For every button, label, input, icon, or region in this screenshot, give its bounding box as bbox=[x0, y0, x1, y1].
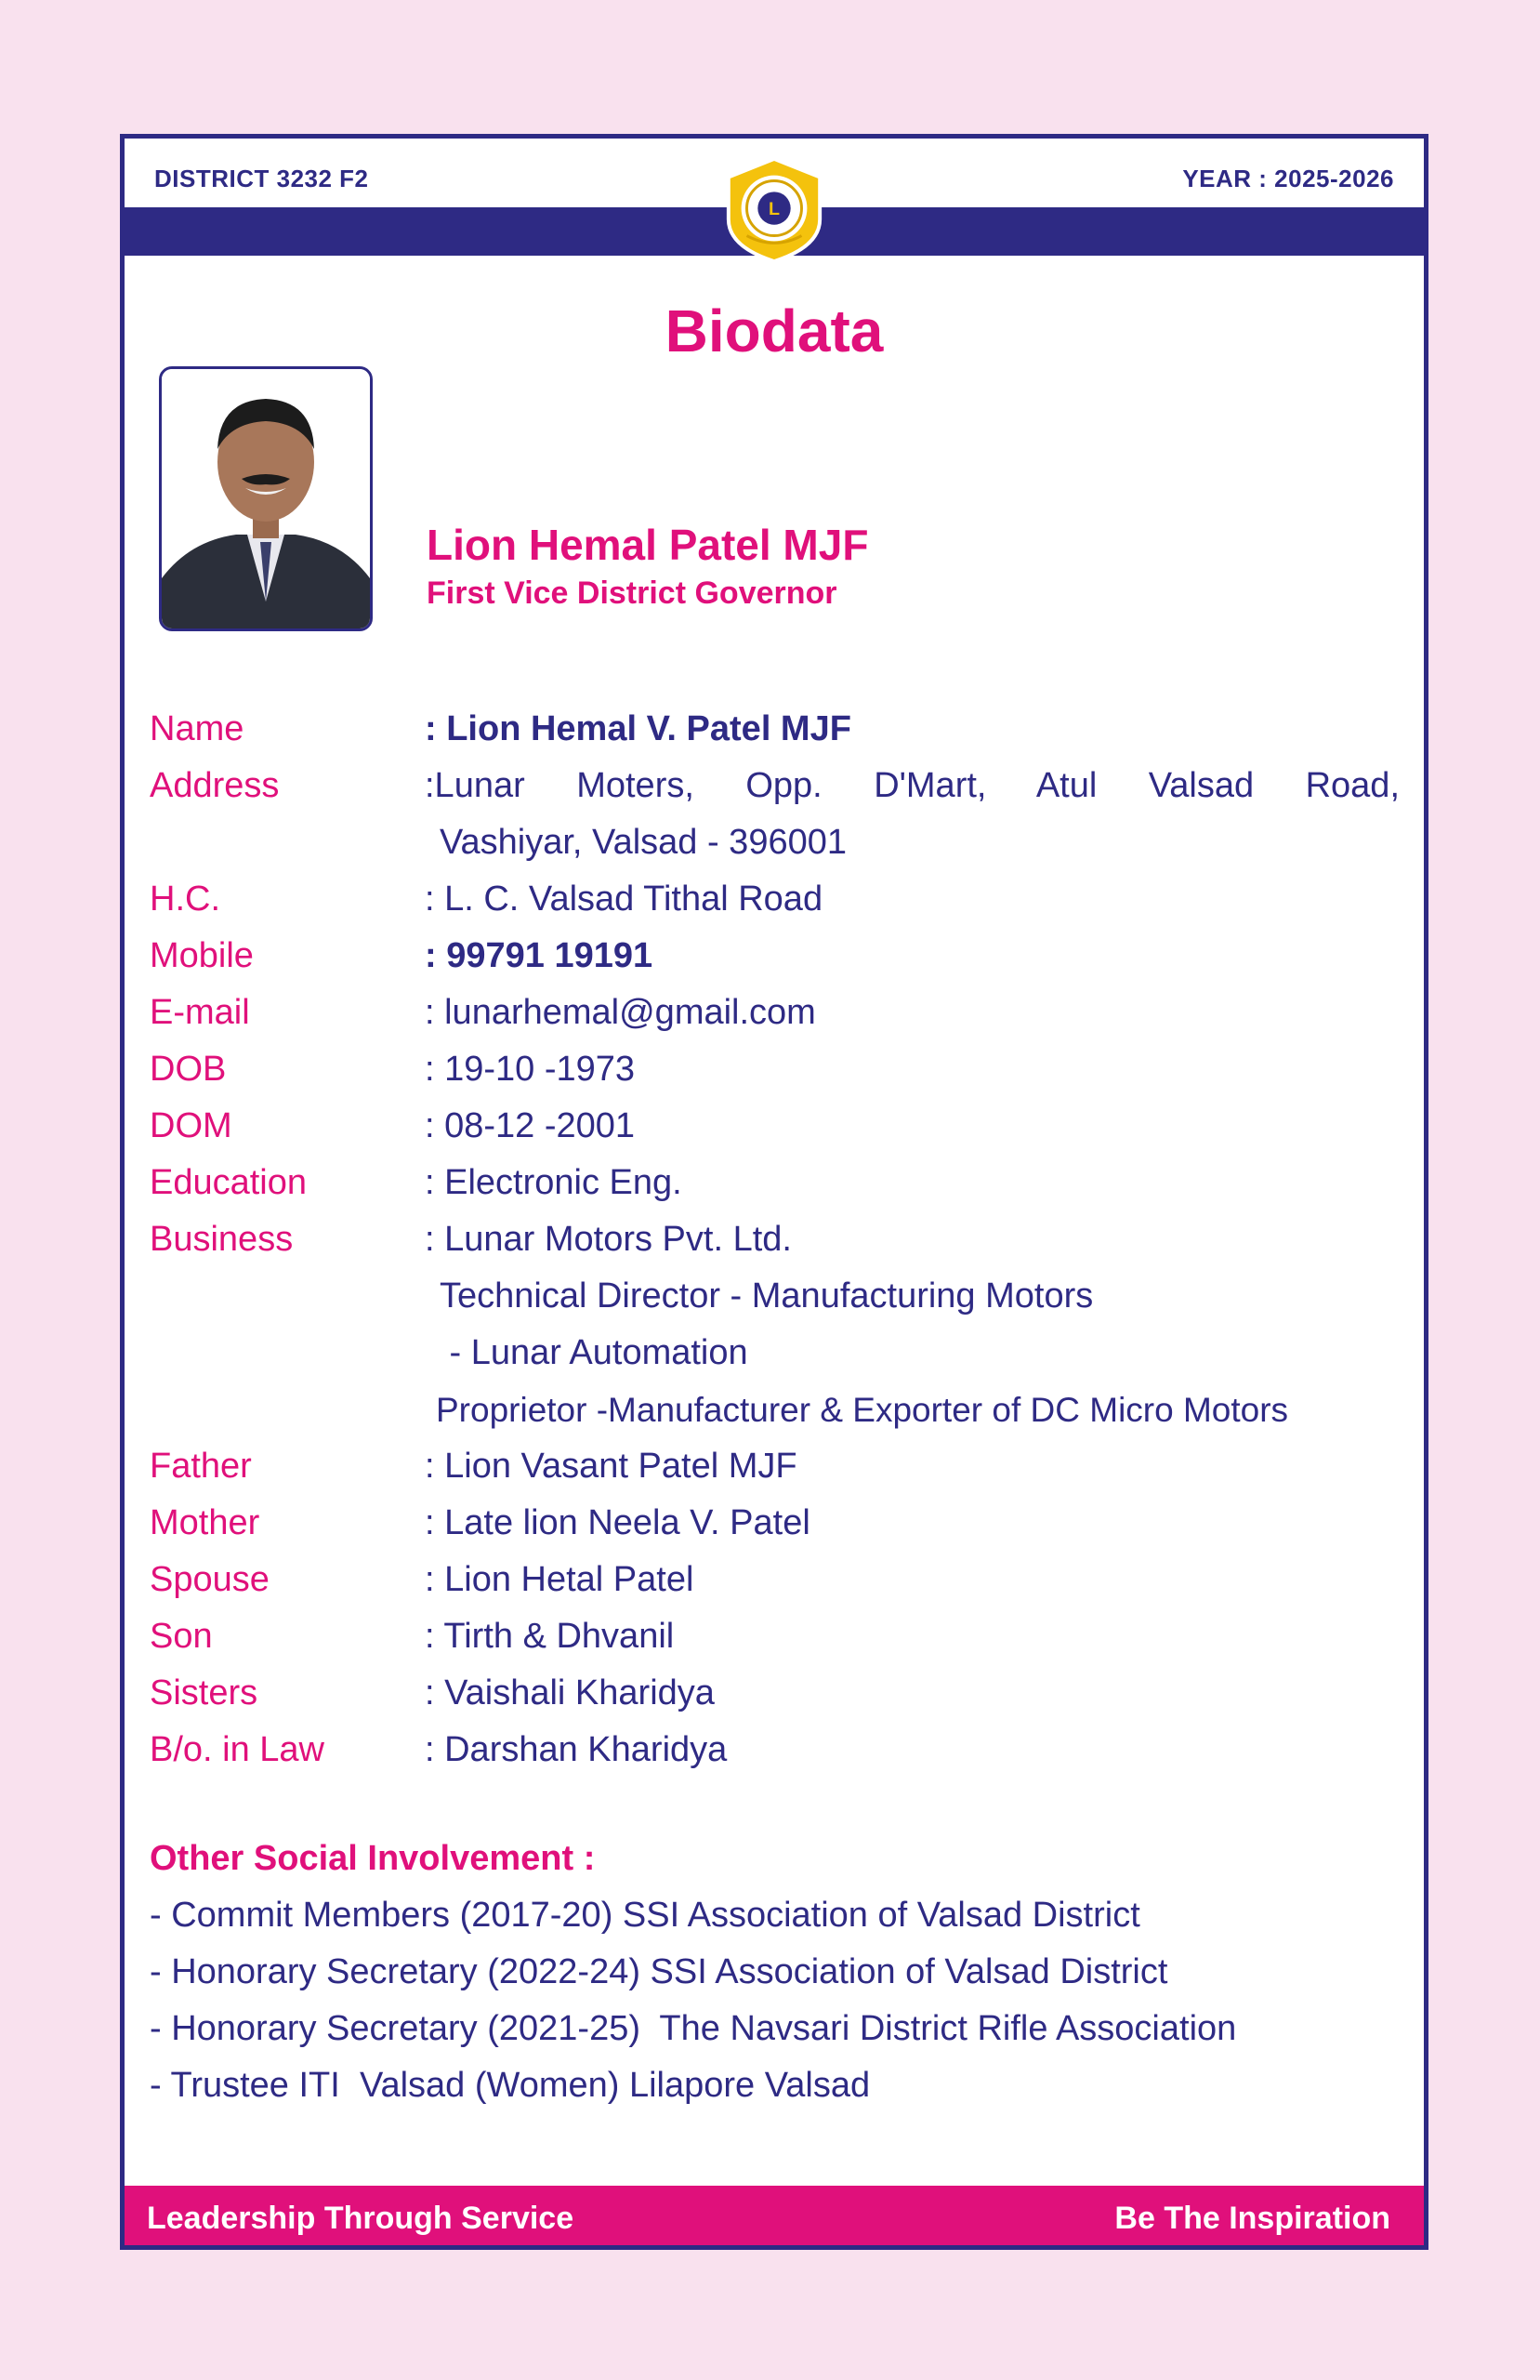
year-label: YEAR : 2025-2026 bbox=[1182, 165, 1394, 192]
lions-logo-icon bbox=[719, 155, 829, 265]
detail-row-mobile bbox=[150, 928, 1400, 985]
detail-label: Mobile bbox=[150, 936, 254, 975]
detail-value: : L. C. Valsad Tithal Road bbox=[425, 879, 823, 919]
detail-value: : Electronic Eng. bbox=[425, 1163, 682, 1202]
social-involvement-section bbox=[150, 1831, 1400, 2114]
profile-photo bbox=[159, 366, 373, 631]
person-portrait-icon bbox=[162, 369, 370, 628]
detail-row-brother-in-law bbox=[150, 1722, 1400, 1778]
details-list bbox=[150, 701, 1400, 1778]
detail-row-business-cont bbox=[150, 1382, 1400, 1438]
detail-label: Mother bbox=[150, 1503, 260, 1542]
detail-value-cont: Vashiyar, Valsad - 396001 bbox=[440, 823, 847, 862]
detail-label: Spouse bbox=[150, 1560, 270, 1599]
detail-label: Name bbox=[150, 709, 244, 748]
footer-bar bbox=[125, 2186, 1424, 2245]
page-title: Biodata bbox=[665, 298, 884, 364]
detail-value: : Vaishali Kharidya bbox=[425, 1673, 715, 1712]
detail-row-address-cont bbox=[150, 814, 1400, 871]
detail-row-email bbox=[150, 985, 1400, 1041]
social-item: - Trustee ITI Valsad (Women) Lilapore Valsad bbox=[150, 2066, 871, 2105]
detail-row-dob bbox=[150, 1041, 1400, 1098]
detail-row-dom bbox=[150, 1098, 1400, 1155]
social-item: - Honorary Secretary (2021-25) The Navsari District Rifle Association bbox=[150, 2009, 1237, 2048]
detail-label: DOB bbox=[150, 1050, 227, 1089]
detail-value-cont: Technical Director - Manufacturing Motors bbox=[440, 1276, 1094, 1316]
detail-value: : lunarhemal@gmail.com bbox=[425, 993, 816, 1032]
district-label: DISTRICT 3232 F2 bbox=[154, 165, 369, 192]
detail-row-address bbox=[150, 758, 1400, 814]
detail-row-sisters bbox=[150, 1665, 1400, 1722]
detail-label: B/o. in Law bbox=[150, 1730, 324, 1769]
detail-row-education bbox=[150, 1155, 1400, 1211]
social-item: - Honorary Secretary (2022-24) SSI Association of Valsad District bbox=[150, 1952, 1168, 1991]
detail-label: Sisters bbox=[150, 1673, 258, 1712]
detail-value: : Tirth & Dhvanil bbox=[425, 1617, 675, 1656]
detail-row-name bbox=[150, 701, 1400, 758]
detail-value: : Lion Hemal V. Patel MJF bbox=[425, 709, 851, 748]
person-role: First Vice District Governor bbox=[427, 575, 837, 611]
footer-motto: Leadership Through Service bbox=[147, 2201, 574, 2236]
detail-value-cont: - Lunar Automation bbox=[440, 1333, 748, 1372]
detail-value: :Lunar Moters, Opp. D'Mart, Atul Valsad Road, bbox=[425, 766, 1400, 805]
detail-row-father bbox=[150, 1438, 1400, 1495]
detail-value: : 19-10 -1973 bbox=[425, 1050, 636, 1089]
detail-value: : Darshan Kharidya bbox=[425, 1730, 728, 1769]
detail-label: H.C. bbox=[150, 879, 220, 919]
biodata-card bbox=[120, 134, 1428, 2250]
detail-value: : Late lion Neela V. Patel bbox=[425, 1503, 810, 1542]
detail-row-business bbox=[150, 1211, 1400, 1268]
detail-label: Education bbox=[150, 1163, 308, 1202]
social-heading: Other Social Involvement : bbox=[150, 1839, 596, 1878]
footer-tagline: Be The Inspiration bbox=[1114, 2201, 1390, 2236]
detail-value-cont: Proprietor -Manufacturer & Exporter of DC Micro Motors bbox=[436, 1391, 1289, 1429]
social-item: - Commit Members (2017-20) SSI Association of Valsad District bbox=[150, 1896, 1140, 1935]
detail-value: : 08-12 -2001 bbox=[425, 1106, 636, 1145]
detail-row-son bbox=[150, 1608, 1400, 1665]
person-name: Lion Hemal Patel MJF bbox=[427, 521, 869, 569]
detail-label: Business bbox=[150, 1220, 294, 1259]
detail-row-hc bbox=[150, 871, 1400, 928]
detail-row-business-cont bbox=[150, 1325, 1400, 1382]
detail-label: Son bbox=[150, 1617, 213, 1656]
detail-row-business-cont bbox=[150, 1268, 1400, 1325]
svg-text:L: L bbox=[768, 198, 781, 219]
detail-value: : Lion Vasant Patel MJF bbox=[425, 1447, 797, 1486]
detail-value: : 99791 19191 bbox=[425, 936, 653, 975]
detail-label: Father bbox=[150, 1447, 252, 1486]
detail-value: : Lion Hetal Patel bbox=[425, 1560, 694, 1599]
detail-label: Address bbox=[150, 766, 280, 805]
detail-value: : Lunar Motors Pvt. Ltd. bbox=[425, 1220, 792, 1259]
detail-row-spouse bbox=[150, 1552, 1400, 1608]
detail-label: DOM bbox=[150, 1106, 232, 1145]
detail-row-mother bbox=[150, 1495, 1400, 1552]
detail-label: E-mail bbox=[150, 993, 250, 1032]
